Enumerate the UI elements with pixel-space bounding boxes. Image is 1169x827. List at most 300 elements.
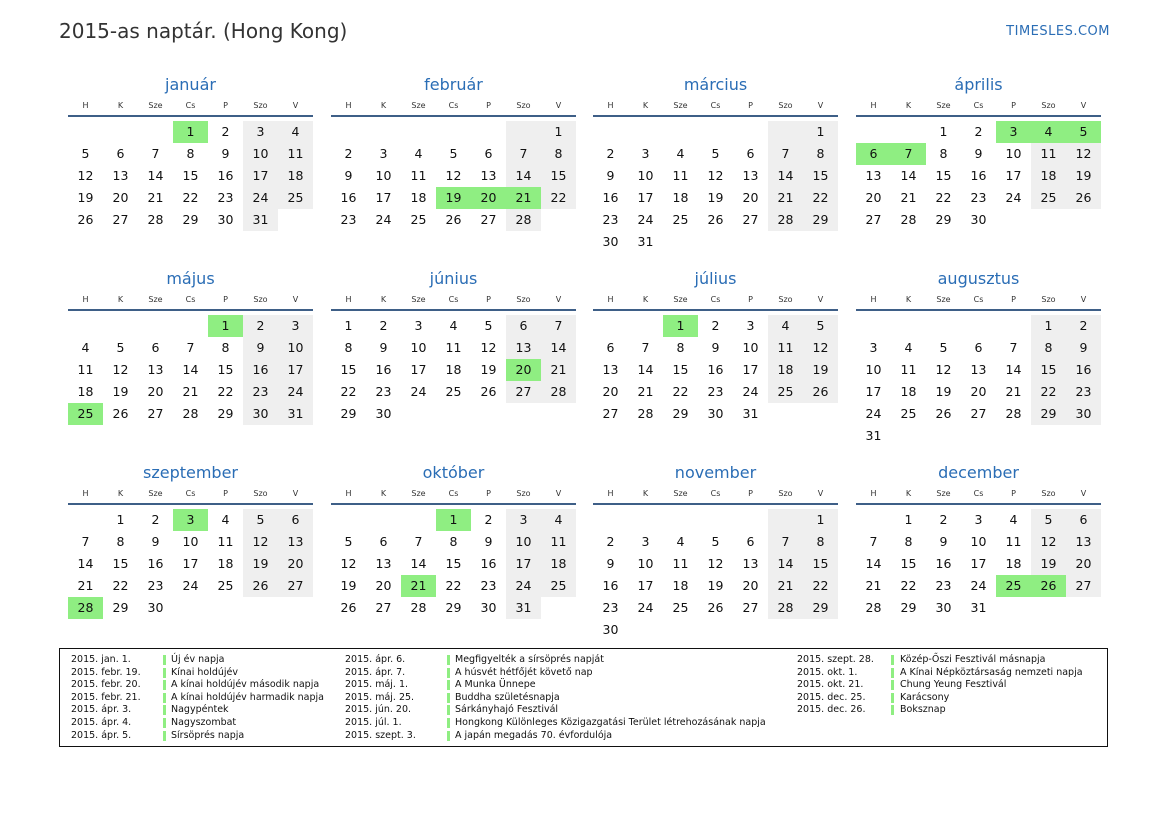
day-cell: 8 xyxy=(676,340,685,355)
weekday-header: P xyxy=(223,489,228,498)
day-cell: 7 xyxy=(869,534,878,549)
day-cell: 22 xyxy=(445,578,462,593)
day-cell: 7 xyxy=(186,340,195,355)
day-cell: 18 xyxy=(445,362,462,377)
day-cell: 21 xyxy=(182,384,199,399)
day-cell: 6 xyxy=(116,146,125,161)
day-cell: 16 xyxy=(243,359,278,381)
day-cell: 21 xyxy=(541,359,576,381)
holiday-day: 19 xyxy=(436,187,471,209)
weekday-header: Szo xyxy=(253,295,268,304)
day-cell: 26 xyxy=(243,575,278,597)
legend-marker xyxy=(163,680,166,690)
day-cell: 28 xyxy=(865,600,882,615)
day-cell: 6 xyxy=(151,340,160,355)
weekday-header: K xyxy=(642,489,649,498)
day-cell: 6 xyxy=(506,315,541,337)
weekday-header: Sze xyxy=(673,101,688,110)
day-cell: 23 xyxy=(602,212,619,227)
day-cell: 31 xyxy=(742,406,759,421)
weekday-header: H xyxy=(345,489,352,498)
header-divider xyxy=(593,309,838,311)
day-cell: 27 xyxy=(742,212,759,227)
day-cell: 11 xyxy=(77,362,94,377)
weekday-header: K xyxy=(117,295,124,304)
day-cell: 3 xyxy=(506,509,541,531)
day-cell: 9 xyxy=(606,168,615,183)
weekday-header: Sze xyxy=(148,489,163,498)
day-cell: 16 xyxy=(602,190,619,205)
day-cell: 2 xyxy=(221,124,230,139)
legend-date: 2015. ápr. 6. xyxy=(345,654,406,665)
day-cell: 8 xyxy=(1031,337,1066,359)
day-cell: 16 xyxy=(707,362,724,377)
weekday-header: H xyxy=(870,295,877,304)
weekday-header: Sze xyxy=(148,295,163,304)
day-cell: 19 xyxy=(480,362,497,377)
legend-marker xyxy=(891,680,894,690)
header-divider xyxy=(593,503,838,505)
header-divider xyxy=(856,115,1101,117)
weekday-header: H xyxy=(607,101,614,110)
day-cell: 7 xyxy=(506,143,541,165)
weekday-header: Cs xyxy=(710,489,721,498)
day-cell: 12 xyxy=(243,531,278,553)
weekday-header: Szo xyxy=(778,295,793,304)
day-cell: 24 xyxy=(506,575,541,597)
day-cell: 5 xyxy=(81,146,90,161)
page-title: 2015-as naptár. (Hong Kong) xyxy=(59,19,348,43)
weekday-header: Cs xyxy=(185,295,196,304)
day-cell: 23 xyxy=(375,384,392,399)
weekday-header: V xyxy=(555,489,562,498)
day-cell: 26 xyxy=(1066,187,1101,209)
day-cell: 16 xyxy=(340,190,357,205)
weekday-header: Cs xyxy=(185,101,196,110)
holiday-day: 3 xyxy=(173,509,208,531)
day-cell: 13 xyxy=(865,168,882,183)
weekday-header: H xyxy=(82,101,89,110)
day-cell: 10 xyxy=(970,534,987,549)
day-cell: 19 xyxy=(1031,553,1066,575)
day-cell: 18 xyxy=(410,190,427,205)
day-cell: 8 xyxy=(939,146,948,161)
legend-holiday-name: Sírsöprés napja xyxy=(171,729,245,741)
day-cell: 19 xyxy=(707,190,724,205)
legend-marker xyxy=(447,668,450,678)
day-cell: 22 xyxy=(672,384,689,399)
day-cell: 14 xyxy=(541,337,576,359)
day-cell: 8 xyxy=(344,340,353,355)
day-cell: 10 xyxy=(182,534,199,549)
day-cell: 29 xyxy=(182,212,199,227)
weekday-header: V xyxy=(817,489,824,498)
day-cell: 1 xyxy=(904,512,913,527)
weekday-header: Szo xyxy=(253,101,268,110)
day-cell: 23 xyxy=(243,381,278,403)
day-cell: 16 xyxy=(1066,359,1101,381)
day-cell: 11 xyxy=(768,337,803,359)
weekday-header: V xyxy=(555,101,562,110)
weekday-header: Cs xyxy=(973,101,984,110)
weekday-header: Szo xyxy=(253,489,268,498)
day-cell: 2 xyxy=(939,512,948,527)
header-divider xyxy=(68,115,313,117)
weekday-header: K xyxy=(117,489,124,498)
weekday-header: H xyxy=(345,101,352,110)
day-cell: 26 xyxy=(707,212,724,227)
day-cell: 12 xyxy=(480,340,497,355)
legend-date: 2015. okt. 21. xyxy=(797,679,864,691)
day-cell: 20 xyxy=(147,384,164,399)
day-cell: 29 xyxy=(803,209,838,231)
day-cell: 15 xyxy=(935,168,952,183)
legend-marker xyxy=(163,705,166,715)
day-cell: 6 xyxy=(746,534,755,549)
day-cell: 23 xyxy=(970,190,987,205)
day-cell: 3 xyxy=(641,534,650,549)
day-cell: 15 xyxy=(803,165,838,187)
day-cell: 1 xyxy=(939,124,948,139)
weekday-header: H xyxy=(870,101,877,110)
day-cell: 30 xyxy=(602,622,619,637)
day-cell: 6 xyxy=(278,509,313,531)
day-cell: 6 xyxy=(974,340,983,355)
day-cell: 16 xyxy=(375,362,392,377)
day-cell: 27 xyxy=(970,406,987,421)
day-cell: 18 xyxy=(278,165,313,187)
day-cell: 6 xyxy=(484,146,493,161)
day-cell: 4 xyxy=(1009,512,1018,527)
day-cell: 11 xyxy=(1005,534,1022,549)
day-cell: 29 xyxy=(217,406,234,421)
legend-date: 2015. júl. 1. xyxy=(345,717,402,728)
weekday-header: Sze xyxy=(936,295,951,304)
month-name: október xyxy=(422,463,485,482)
day-cell: 25 xyxy=(900,406,917,421)
day-cell: 13 xyxy=(742,556,759,571)
day-cell: 8 xyxy=(221,340,230,355)
day-cell: 30 xyxy=(147,600,164,615)
legend-date: 2015. febr. 21. xyxy=(71,691,141,703)
day-cell: 28 xyxy=(637,406,654,421)
day-cell: 21 xyxy=(1005,384,1022,399)
day-cell: 7 xyxy=(81,534,90,549)
day-cell: 29 xyxy=(900,600,917,615)
day-cell: 1 xyxy=(116,512,125,527)
day-cell: 4 xyxy=(221,512,230,527)
day-cell: 17 xyxy=(278,359,313,381)
day-cell: 31 xyxy=(243,209,278,231)
legend-holiday-name: Megfigyelték a sírsöprés napját xyxy=(455,654,604,665)
day-cell: 3 xyxy=(974,512,983,527)
day-cell: 2 xyxy=(711,318,720,333)
day-cell: 10 xyxy=(278,337,313,359)
day-cell: 8 xyxy=(449,534,458,549)
day-cell: 18 xyxy=(217,556,234,571)
legend-holiday-name: A húsvét hétfőjét követő nap xyxy=(455,666,593,678)
day-cell: 18 xyxy=(1031,165,1066,187)
day-cell: 2 xyxy=(606,146,615,161)
day-cell: 14 xyxy=(900,168,917,183)
weekday-header: Sze xyxy=(148,101,163,110)
day-cell: 1 xyxy=(541,121,576,143)
holiday-day: 4 xyxy=(1031,121,1066,143)
day-cell: 14 xyxy=(637,362,654,377)
holiday-day: 1 xyxy=(436,509,471,531)
day-cell: 20 xyxy=(602,384,619,399)
weekday-header: Sze xyxy=(411,489,426,498)
day-cell: 6 xyxy=(1066,509,1101,531)
header-divider xyxy=(331,309,576,311)
day-cell: 3 xyxy=(278,315,313,337)
day-cell: 30 xyxy=(1066,403,1101,425)
day-cell: 5 xyxy=(711,146,720,161)
day-cell: 2 xyxy=(379,318,388,333)
day-cell: 26 xyxy=(935,406,952,421)
day-cell: 15 xyxy=(541,165,576,187)
weekday-header: P xyxy=(486,489,491,498)
day-cell: 18 xyxy=(77,384,94,399)
holiday-day: 7 xyxy=(891,143,926,165)
weekday-header: Szo xyxy=(516,101,531,110)
legend-marker xyxy=(891,693,894,703)
day-cell: 5 xyxy=(243,509,278,531)
day-cell: 22 xyxy=(112,578,129,593)
legend-date: 2015. jún. 20. xyxy=(345,704,412,716)
day-cell: 10 xyxy=(742,340,759,355)
day-cell: 16 xyxy=(147,556,164,571)
day-cell: 26 xyxy=(480,384,497,399)
day-cell: 13 xyxy=(112,168,129,183)
day-cell: 28 xyxy=(1005,406,1022,421)
day-cell: 15 xyxy=(803,553,838,575)
weekend-blank xyxy=(768,509,803,531)
day-cell: 17 xyxy=(865,384,882,399)
legend-date: 2015. febr. 20. xyxy=(71,679,141,691)
day-cell: 15 xyxy=(1031,359,1066,381)
day-cell: 25 xyxy=(541,575,576,597)
day-cell: 12 xyxy=(803,337,838,359)
weekday-header: V xyxy=(817,101,824,110)
day-cell: 7 xyxy=(541,315,576,337)
day-cell: 22 xyxy=(803,575,838,597)
weekday-header: P xyxy=(748,489,753,498)
day-cell: 19 xyxy=(1066,165,1101,187)
day-cell: 18 xyxy=(672,578,689,593)
weekday-header: V xyxy=(292,101,299,110)
day-cell: 19 xyxy=(803,359,838,381)
day-cell: 25 xyxy=(672,600,689,615)
day-cell: 8 xyxy=(803,531,838,553)
day-cell: 11 xyxy=(278,143,313,165)
day-cell: 8 xyxy=(541,143,576,165)
legend-marker xyxy=(163,668,166,678)
day-cell: 2 xyxy=(974,124,983,139)
legend-date: 2015. ápr. 7. xyxy=(345,666,406,678)
day-cell: 26 xyxy=(112,406,129,421)
day-cell: 30 xyxy=(480,600,497,615)
legend-date: 2015. dec. 26. xyxy=(797,704,866,716)
day-cell: 25 xyxy=(1031,187,1066,209)
legend-date: 2015. jan. 1. xyxy=(71,654,131,665)
day-cell: 15 xyxy=(900,556,917,571)
day-cell: 10 xyxy=(506,531,541,553)
day-cell: 21 xyxy=(147,190,164,205)
weekday-header: H xyxy=(82,295,89,304)
weekday-header: V xyxy=(1080,101,1087,110)
holiday-legend xyxy=(59,648,1108,747)
day-cell: 24 xyxy=(970,578,987,593)
day-cell: 29 xyxy=(1031,403,1066,425)
day-cell: 5 xyxy=(116,340,125,355)
day-cell: 20 xyxy=(112,190,129,205)
day-cell: 13 xyxy=(506,337,541,359)
legend-holiday-name: Chung Yeung Fesztivál xyxy=(900,679,1007,691)
day-cell: 31 xyxy=(278,403,313,425)
holiday-day: 20 xyxy=(471,187,506,209)
day-cell: 13 xyxy=(480,168,497,183)
day-cell: 19 xyxy=(112,384,129,399)
day-cell: 20 xyxy=(375,578,392,593)
holiday-day: 26 xyxy=(1031,575,1066,597)
header-divider xyxy=(331,115,576,117)
day-cell: 27 xyxy=(602,406,619,421)
legend-date: 2015. okt. 1. xyxy=(797,666,858,678)
month-name: február xyxy=(424,75,483,94)
day-cell: 23 xyxy=(340,212,357,227)
day-cell: 30 xyxy=(602,234,619,249)
day-cell: 12 xyxy=(340,556,357,571)
legend-marker xyxy=(163,693,166,703)
day-cell: 31 xyxy=(506,597,541,619)
day-cell: 4 xyxy=(541,509,576,531)
weekday-header: Szo xyxy=(516,489,531,498)
legend-holiday-name: Új év napja xyxy=(171,654,225,665)
day-cell: 7 xyxy=(768,531,803,553)
header-divider xyxy=(856,503,1101,505)
day-cell: 28 xyxy=(182,406,199,421)
day-cell: 17 xyxy=(410,362,427,377)
weekday-header: H xyxy=(82,489,89,498)
day-cell: 12 xyxy=(77,168,94,183)
day-cell: 9 xyxy=(243,337,278,359)
legend-marker xyxy=(447,680,450,690)
legend-marker xyxy=(163,655,166,665)
legend-holiday-name: Hongkong Különleges Közigazgatási Terület létrehozásának napja xyxy=(455,717,766,728)
day-cell: 2 xyxy=(606,534,615,549)
header-divider xyxy=(68,309,313,311)
day-cell: 13 xyxy=(147,362,164,377)
header-divider xyxy=(593,115,838,117)
day-cell: 17 xyxy=(506,553,541,575)
day-cell: 29 xyxy=(803,597,838,619)
day-cell: 9 xyxy=(974,146,983,161)
day-cell: 4 xyxy=(676,534,685,549)
weekday-header: Cs xyxy=(710,295,721,304)
day-cell: 3 xyxy=(414,318,423,333)
day-cell: 12 xyxy=(1031,531,1066,553)
weekday-header: K xyxy=(642,101,649,110)
legend-holiday-name: A Munka Ünnepe xyxy=(455,679,536,691)
holiday-day: 28 xyxy=(68,597,103,619)
legend-date: 2015. ápr. 5. xyxy=(71,729,132,741)
day-cell: 2 xyxy=(151,512,160,527)
day-cell: 8 xyxy=(904,534,913,549)
day-cell: 23 xyxy=(480,578,497,593)
day-cell: 3 xyxy=(379,146,388,161)
day-cell: 14 xyxy=(182,362,199,377)
day-cell: 2 xyxy=(243,315,278,337)
day-cell: 19 xyxy=(707,578,724,593)
day-cell: 8 xyxy=(803,143,838,165)
day-cell: 30 xyxy=(935,600,952,615)
weekday-header: Sze xyxy=(411,295,426,304)
day-cell: 16 xyxy=(480,556,497,571)
day-cell: 12 xyxy=(707,556,724,571)
day-cell: 29 xyxy=(340,406,357,421)
day-cell: 3 xyxy=(243,121,278,143)
day-cell: 2 xyxy=(484,512,493,527)
day-cell: 17 xyxy=(637,190,654,205)
weekday-header: Cs xyxy=(710,101,721,110)
day-cell: 15 xyxy=(112,556,129,571)
day-cell: 4 xyxy=(414,146,423,161)
day-cell: 18 xyxy=(672,190,689,205)
day-cell: 23 xyxy=(1066,381,1101,403)
day-cell: 17 xyxy=(970,556,987,571)
day-cell: 7 xyxy=(1009,340,1018,355)
holiday-day: 1 xyxy=(173,121,208,143)
day-cell: 10 xyxy=(375,168,392,183)
day-cell: 19 xyxy=(340,578,357,593)
day-cell: 10 xyxy=(410,340,427,355)
day-cell: 30 xyxy=(970,212,987,227)
day-cell: 23 xyxy=(707,384,724,399)
day-cell: 16 xyxy=(602,578,619,593)
day-cell: 18 xyxy=(541,553,576,575)
day-cell: 10 xyxy=(865,362,882,377)
weekday-header: P xyxy=(1011,489,1016,498)
weekday-header: Sze xyxy=(936,101,951,110)
day-cell: 21 xyxy=(637,384,654,399)
day-cell: 5 xyxy=(484,318,493,333)
day-cell: 7 xyxy=(414,534,423,549)
day-cell: 22 xyxy=(935,190,952,205)
month-name: szeptember xyxy=(142,463,238,482)
day-cell: 28 xyxy=(768,597,803,619)
brand-link[interactable]: TIMESLES.COM xyxy=(1006,24,1110,39)
weekday-header: H xyxy=(345,295,352,304)
day-cell: 9 xyxy=(344,168,353,183)
day-cell: 27 xyxy=(480,212,497,227)
weekday-header: Cs xyxy=(448,101,459,110)
day-cell: 4 xyxy=(278,121,313,143)
day-cell: 17 xyxy=(742,362,759,377)
day-cell: 5 xyxy=(939,340,948,355)
weekday-header: P xyxy=(1011,295,1016,304)
day-cell: 1 xyxy=(803,121,838,143)
day-cell: 13 xyxy=(742,168,759,183)
day-cell: 9 xyxy=(939,534,948,549)
weekday-header: H xyxy=(607,295,614,304)
weekday-header: P xyxy=(223,101,228,110)
day-cell: 9 xyxy=(379,340,388,355)
holiday-day: 1 xyxy=(663,315,698,337)
day-cell: 22 xyxy=(541,187,576,209)
day-cell: 17 xyxy=(182,556,199,571)
day-cell: 6 xyxy=(606,340,615,355)
